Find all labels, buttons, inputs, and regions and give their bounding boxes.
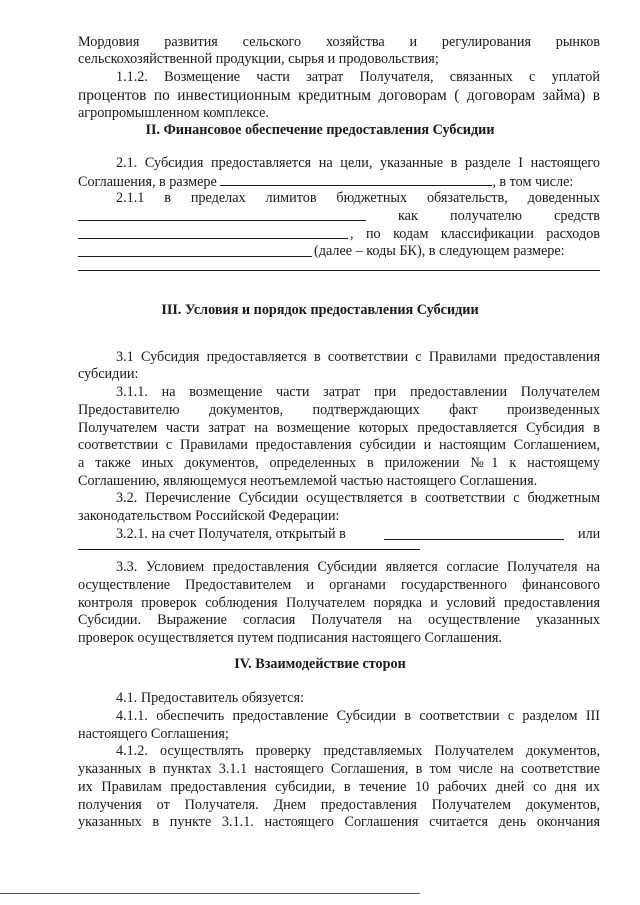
text-fragment: Соглашения, в размере bbox=[78, 174, 217, 190]
amount-blank[interactable] bbox=[220, 172, 492, 186]
section-heading-4: IV. Взаимодействие сторон bbox=[234, 656, 406, 672]
text-line: Субсидии. Выражение согласия Получателя на осуществление указанных bbox=[78, 612, 600, 628]
section-heading-2: II. Финансовое обеспечение предоставления Субсидии bbox=[145, 122, 495, 138]
text-line: 3.1 Субсидия предоставляется в соответствии с Правилами предоставления bbox=[116, 349, 600, 365]
text-line: 1.1.2. Возмещение части затрат Получателя, связанных с уплатой bbox=[116, 69, 600, 85]
text-line: Соглашению, являющемуся неотъемлемой частью настоящего Соглашения. bbox=[78, 473, 538, 489]
text-line: как получателю средств bbox=[398, 208, 600, 224]
text-line: контроля проверок соблюдения Получателем порядка и условий предоставления bbox=[78, 595, 600, 611]
text-fragment: или bbox=[578, 526, 601, 542]
text-line: , по кодам классификации расходов bbox=[350, 226, 600, 242]
text-line: агропромышленном комплексе. bbox=[78, 105, 269, 121]
text-line: 3.2. Перечисление Субсидии осуществляется в соответствии с бюджетным bbox=[116, 490, 600, 506]
text-line: (далее – коды БК), в следующем размере: bbox=[314, 243, 565, 259]
text-line: 3.1.1. на возмещение части затрат при предоставлении Получателем bbox=[116, 384, 600, 400]
text-line: процентов по инвестиционным кредитным договорам ( договорам займа) в bbox=[78, 87, 600, 104]
fill-line[interactable] bbox=[78, 549, 420, 550]
text-line-with-blank bbox=[78, 172, 600, 191]
text-line: а также иных документов, определенных в приложении №1 к настоящему bbox=[78, 455, 600, 471]
text-line: субсидии: bbox=[78, 366, 139, 382]
text-line: получения от Получателя. Днем предоставления Получателем документов, bbox=[78, 797, 600, 813]
text-line: Получателем части затрат на возмещение которых предоставляется Субсидия в bbox=[78, 420, 600, 436]
text-line: указанных в пункте 3.1.1. настоящего Соглашения считается день окончания bbox=[78, 814, 600, 830]
text-line: 4.1.1. обеспечить предоставление Субсидии в соответствии с разделом III bbox=[116, 708, 600, 724]
text-line: Мордовия развития сельского хозяйства и регулирования рынков bbox=[78, 34, 600, 50]
text-line: проверок осуществляется путем подписания настоящего Соглашения. bbox=[78, 630, 503, 646]
text-line: сельскохозяйственной продукции, сырья и продовольствия; bbox=[78, 51, 439, 67]
text-line: 3.2.1. на счет Получателя, открытый в bbox=[116, 526, 346, 542]
fill-line[interactable] bbox=[78, 238, 348, 239]
bank-blank[interactable] bbox=[384, 539, 564, 540]
text-line: 4.1. Предоставитель обязуется: bbox=[116, 690, 304, 706]
text-line: Предоставителю документов, подтверждающих факт произведенных bbox=[78, 402, 600, 418]
page-bottom-rule bbox=[0, 893, 420, 894]
text-line: их Правилам предоставления субсидии, в течение 10 рабочих дней со дня их bbox=[78, 779, 600, 795]
text-line: соответствии с Правилами предоставления субсидии и настоящим Соглашением, bbox=[78, 437, 600, 453]
text-line: 4.1.2. осуществлять проверку представляемых Получателем документов, bbox=[116, 743, 600, 759]
text-fragment: , в том числе: bbox=[492, 174, 574, 190]
text-line: 2.1. Субсидия предоставляется на цели, указанные в разделе I настоящего bbox=[116, 155, 600, 171]
text-line: 2.1.1 в пределах лимитов бюджетных обязательств, доведенных bbox=[116, 190, 600, 206]
section-heading-3: III. Условия и порядок предоставления Субсидии bbox=[161, 302, 479, 318]
fill-line[interactable] bbox=[78, 270, 600, 271]
fill-line[interactable] bbox=[78, 220, 366, 221]
text-line: 3.3. Условием предоставления Субсидии является согласие Получателя на bbox=[116, 559, 600, 575]
text-line: законодательством Российской Федерации: bbox=[78, 508, 340, 524]
text-line: указанных в пунктах 3.1.1 настоящего Соглашения, в том числе на соответствие bbox=[78, 761, 600, 777]
text-line: настоящего Соглашения; bbox=[78, 726, 229, 742]
fill-line[interactable] bbox=[78, 256, 312, 257]
text-line: осуществление Предоставителем и органами государственного финансового bbox=[78, 577, 600, 593]
